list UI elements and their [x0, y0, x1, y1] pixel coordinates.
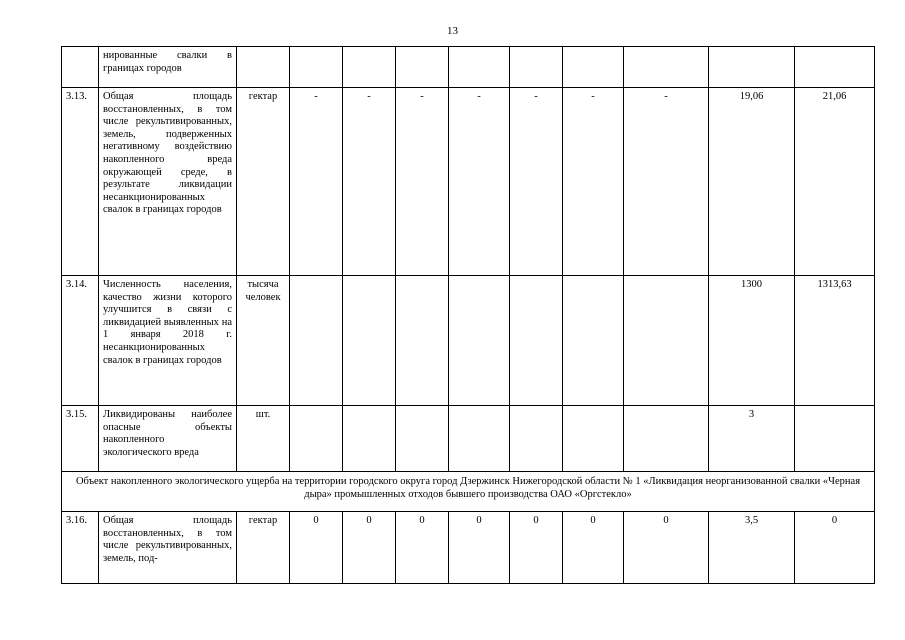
value-cell: [510, 47, 563, 88]
value-cell: [624, 47, 709, 88]
row-number: 3.16.: [62, 512, 99, 584]
value-cell: 0: [290, 512, 343, 584]
indicator-name: Ликвидированы наиболее опасные объекты накопленного экологического вреда: [99, 406, 237, 472]
page-number: 13: [447, 25, 458, 37]
unit-cell: тысяча человек: [237, 276, 290, 406]
value-cell: [795, 406, 875, 472]
value-cell: [624, 276, 709, 406]
value-cell: -: [510, 88, 563, 276]
indicator-name: Численность населения, качество жизни которого улучшится в связи с ликвидацией выявленных на 1 января 2018 г. несанкционированных свалок в границах городов: [99, 276, 237, 406]
value-cell: [290, 276, 343, 406]
value-cell: [396, 406, 449, 472]
value-cell: -: [563, 88, 624, 276]
row-number: 3.13.: [62, 88, 99, 276]
value-cell: [343, 406, 396, 472]
unit-cell: шт.: [237, 406, 290, 472]
value-cell: [795, 47, 875, 88]
value-cell: 0: [449, 512, 510, 584]
value-cell: 0: [795, 512, 875, 584]
value-cell: 21,06: [795, 88, 875, 276]
value-cell: [563, 406, 624, 472]
value-cell: [290, 406, 343, 472]
value-cell: 1300: [709, 276, 795, 406]
value-cell: -: [343, 88, 396, 276]
value-cell: 3,5: [709, 512, 795, 584]
value-cell: [449, 406, 510, 472]
unit-cell: гектар: [237, 512, 290, 584]
row-number: 3.14.: [62, 276, 99, 406]
value-cell: [563, 47, 624, 88]
value-cell: 19,06: [709, 88, 795, 276]
value-cell: [396, 47, 449, 88]
value-cell: [343, 276, 396, 406]
value-cell: [396, 276, 449, 406]
value-cell: [563, 276, 624, 406]
unit-cell: гектар: [237, 88, 290, 276]
table-row: [62, 512, 875, 584]
indicator-name: Общая площадь восстановленных, в том числе рекультивированных, земель, под-: [99, 512, 237, 584]
indicator-name: нированные свалки в границах городов: [99, 47, 237, 88]
value-cell: -: [396, 88, 449, 276]
value-cell: [343, 47, 396, 88]
value-cell: -: [290, 88, 343, 276]
value-cell: [290, 47, 343, 88]
table-row: [62, 276, 875, 406]
table-row: [62, 406, 875, 472]
value-cell: [510, 406, 563, 472]
value-cell: 0: [624, 512, 709, 584]
value-cell: 0: [510, 512, 563, 584]
table-row: [62, 88, 875, 276]
value-cell: 0: [563, 512, 624, 584]
row-number: 3.15.: [62, 406, 99, 472]
value-cell: [449, 47, 510, 88]
value-cell: [510, 276, 563, 406]
unit-cell: [237, 47, 290, 88]
indicators-table: [61, 46, 875, 584]
value-cell: [449, 276, 510, 406]
value-cell: -: [624, 88, 709, 276]
value-cell: [624, 406, 709, 472]
row-number: [62, 47, 99, 88]
value-cell: 0: [343, 512, 396, 584]
value-cell: [709, 47, 795, 88]
indicator-name: Общая площадь восстановленных, в том числе рекультивированных, земель, подверженных негативному воздействию накопленного вреда окружающей среде, в результате ликвидации несанкционированных свалок в границах городов: [99, 88, 237, 276]
value-cell: -: [449, 88, 510, 276]
value-cell: 3: [709, 406, 795, 472]
section-row: [62, 472, 875, 512]
value-cell: 1313,63: [795, 276, 875, 406]
value-cell: 0: [396, 512, 449, 584]
section-heading: Объект накопленного экологического ущерба на территории городского округа город Дзержинск Нижегородской области № 1 «Ликвидация неорганизованной свалки «Черная дыра» промышленных отходов бывшего производства ОАО «Оргстекло»: [62, 472, 875, 512]
table-row: [62, 47, 875, 88]
